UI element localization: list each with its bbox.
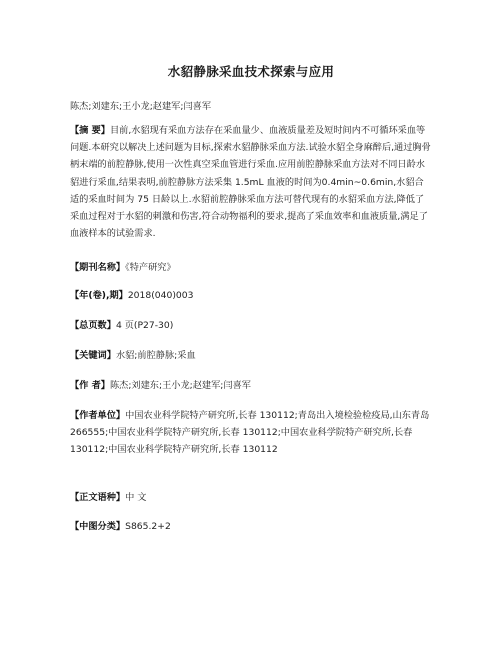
field-value: 4 页(P27-30) (115, 320, 174, 331)
field-keywords (70, 347, 432, 364)
field-label: 【作 者】 (70, 380, 110, 391)
field-label: 【关键词】 (70, 350, 116, 361)
paper-title: 水貂静脉采血技术探索与应用 (167, 64, 335, 79)
field-label: 【中图分类】 (70, 521, 126, 532)
field-value: 2018(040)003 (127, 290, 194, 301)
field-value: 中 文 (125, 492, 147, 503)
field-label: 【作者单位】 (70, 410, 126, 421)
field-language (70, 489, 432, 506)
abstract-label: 【摘 要】 (70, 125, 110, 136)
field-authors (70, 377, 432, 394)
field-value: 水貂;前腔静脉;采血 (115, 350, 196, 361)
field-journal-name (70, 259, 432, 276)
field-value: 《特产研究》 (125, 262, 176, 273)
field-total-pages (70, 317, 432, 334)
field-value: 陈杰;刘建东;王小龙;赵建军;闫喜军 (109, 380, 251, 391)
field-classification (70, 518, 432, 535)
field-label: 【期刊名称】 (70, 262, 126, 273)
field-value: 中国农业科学院特产研究所,长春 130112;青岛出入境检验检疫局,山东青岛 266555;中国农业科学院特产研究所,长春 130112;中国农业科学院特产研究所,长春 130112;中国农业科学院特产研究所,长春 130112 (70, 410, 430, 456)
field-value: S865.2+2 (125, 521, 171, 532)
author-list: 陈杰;刘建东;王小龙;赵建军;闫喜军 (70, 101, 212, 112)
field-label: 【总页数】 (70, 320, 116, 331)
abstract-section (70, 122, 432, 242)
field-label: 【正文语种】 (70, 492, 126, 503)
field-label: 【年(卷),期】 (70, 290, 128, 301)
field-year-volume-issue (70, 287, 432, 304)
abstract-text: 目前,水貂现有采血方法存在采血量少、血液质量差及短时间内不可循环采血等问题.本研究以解决上述问题为目标,探索水貂静脉采血方法.试验水貂全身麻醉后,通过胸骨柄末端的前腔静脉,使用一次性真空采血管进行采血.应用前腔静脉采血方法对不同日龄水貂进行采血,结果表明,前腔静脉方法采集 1.5mL 血液的时间为0.4min~0.6min,水貂合适的采血时间为 75 日龄以上.水貂前腔静脉采血方法可替代现有的水貂采血方法,降低了采血过程对于水貂的刺激和伤害,符合动物福利的要求,提高了采血效率和血液质量,满足了血液样本的试验需求. (70, 125, 431, 240)
field-author-affiliation (70, 407, 432, 459)
